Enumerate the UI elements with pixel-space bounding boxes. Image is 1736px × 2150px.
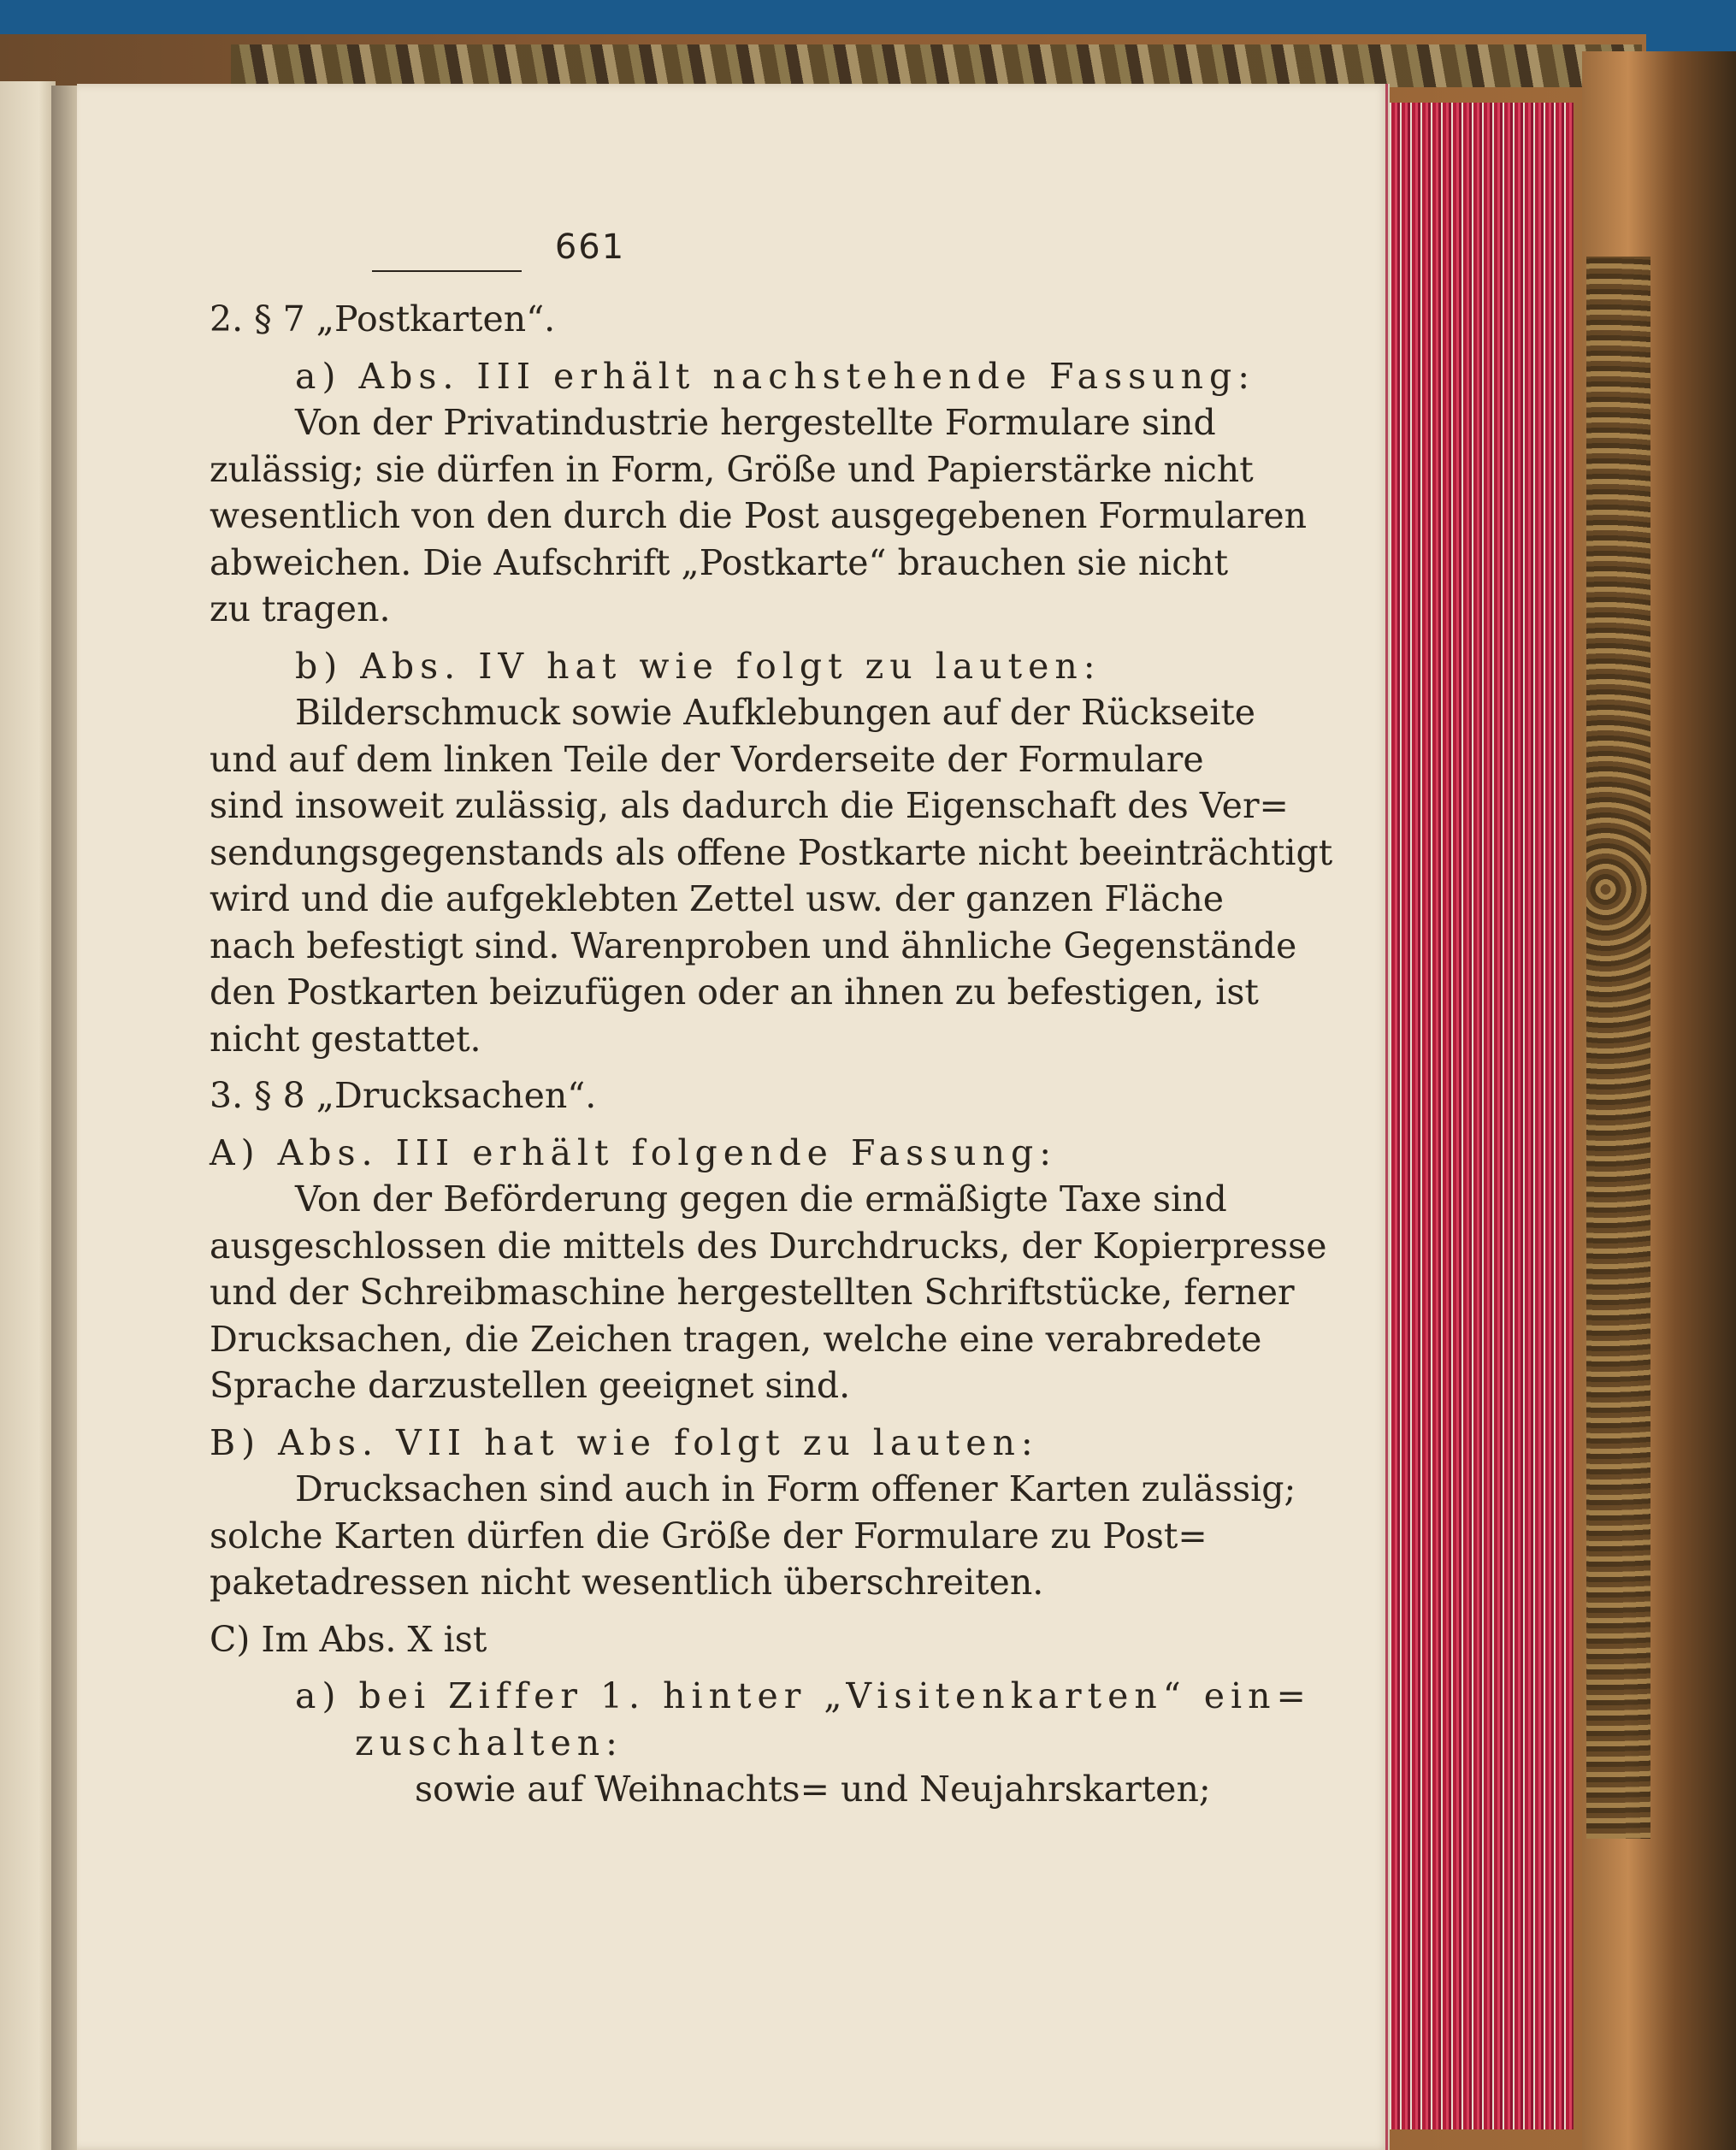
text-line: und auf dem linken Teile der Vorderseite der Formulare <box>210 738 1204 780</box>
marbled-top-edge <box>231 44 1642 87</box>
facing-page-edge <box>0 81 56 2150</box>
paragraph <box>210 399 1307 633</box>
text-line: ausgeschlossen die mittels des Durchdrucks, der Kopierpresse <box>210 1225 1327 1267</box>
text-line: abweichen. Die Aufschrift „Postkarte“ brauchen sie nicht <box>210 541 1229 583</box>
paragraph <box>210 1466 1296 1606</box>
text-line: sendungsgegenstands als offene Postkarte nicht beeinträchtigt <box>210 831 1333 873</box>
text-line: Von der Privatindustrie hergestellte Formulare sind <box>295 402 1216 443</box>
text-line: und der Schreibmaschine hergestellten Schriftstücke, ferner <box>210 1272 1295 1313</box>
page-edge-line <box>1385 84 1388 2150</box>
subsection-heading: a) Abs. III erhält nachstehende Fassung: <box>295 355 1256 397</box>
page-text <box>210 224 1333 1813</box>
paragraph <box>210 689 1333 1062</box>
text-line: nach befestigt sind. Warenproben und ähnliche Gegenstände <box>210 924 1297 966</box>
text-line: Drucksachen sind auch in Form offener Karten zulässig; <box>295 1468 1296 1509</box>
paragraph <box>210 1176 1327 1409</box>
text-line: wesentlich von den durch die Post ausgegebenen Formularen <box>210 495 1307 536</box>
text-line: sind insoweit zulässig, als dadurch die Eigenschaft des Ver= <box>210 785 1289 826</box>
text-line: wird und die aufgeklebten Zettel usw. der ganzen Fläche <box>210 878 1225 919</box>
item-heading: a) bei Ziffer 1. hinter „Visitenkarten“ ein= <box>295 1675 1312 1716</box>
text-line: Von der Beförderung gegen die ermäßigte Taxe sind <box>295 1178 1227 1220</box>
section-heading: 3. § 8 „Drucksachen“. <box>210 1075 597 1116</box>
text-line: den Postkarten beizufügen oder an ihnen zu befestigen, ist <box>210 972 1259 1013</box>
subsection-heading: b) Abs. IV hat wie folgt zu lauten: <box>295 645 1101 687</box>
page-number: 661 <box>554 227 626 267</box>
text-line: Sprache darzustellen geeignet sind. <box>210 1365 851 1406</box>
text-line: Drucksachen, die Zeichen tragen, welche eine verabredete <box>210 1318 1262 1360</box>
text-line: Bilderschmuck sowie Aufklebungen auf der Rückseite <box>295 692 1256 733</box>
text-line: paketadressen nicht wesentlich überschreiten. <box>210 1562 1044 1603</box>
text-line: solche Karten dürfen die Größe der Formulare zu Post= <box>210 1515 1208 1556</box>
red-page-edges <box>1381 103 1574 2129</box>
subsection-heading: A) Abs. III erhält folgende Fassung: <box>210 1131 1058 1173</box>
text-line: zu tragen. <box>210 588 391 629</box>
subsection-heading: C) Im Abs. X ist <box>210 1618 487 1660</box>
section-heading: 2. § 7 „Postkarten“. <box>210 298 556 340</box>
text-line: zulässig; sie dürfen in Form, Größe und Papierstärke nicht <box>210 448 1254 490</box>
item-heading-continued: zuschalten: <box>355 1722 623 1763</box>
marbled-board <box>1586 257 1650 1839</box>
inserted-text: sowie auf Weihnachts= und Neujahrskarten; <box>415 1769 1211 1810</box>
text-line: nicht gestattet. <box>210 1018 481 1060</box>
subsection-heading: B) Abs. VII hat wie folgt zu lauten: <box>210 1421 1039 1463</box>
page-number-rule <box>372 270 522 272</box>
